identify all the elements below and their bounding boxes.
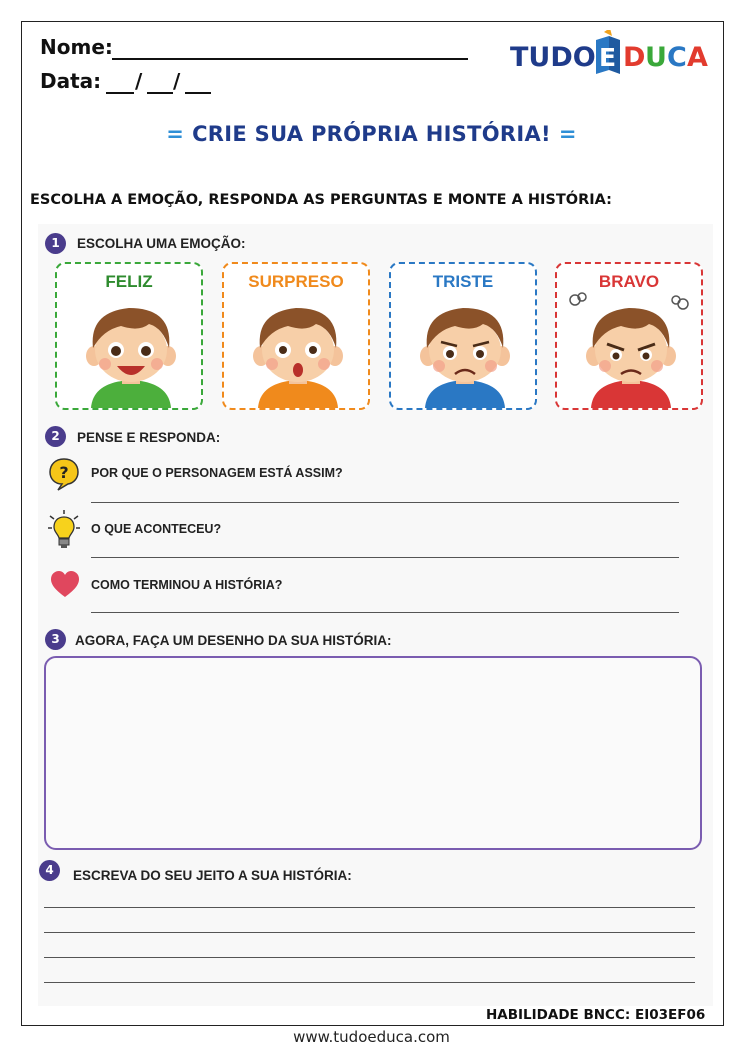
emotion-card-triste[interactable] (389, 262, 537, 410)
question-1-text: POR QUE O PERSONAGEM ESTÁ ASSIM? (91, 466, 343, 480)
section-3-number: 3 (45, 629, 66, 650)
logo-letter-a: A (687, 42, 708, 73)
answer-line-1[interactable] (91, 502, 679, 503)
emotion-card-bravo[interactable] (555, 262, 703, 410)
name-field[interactable] (112, 58, 468, 60)
happy-boy-icon (69, 292, 193, 408)
date-slash-1: / (135, 69, 143, 93)
date-day-field[interactable] (106, 92, 134, 94)
name-label: Nome: (40, 35, 113, 59)
answer-line-2[interactable] (91, 557, 679, 558)
writing-line-1[interactable] (44, 907, 695, 908)
writing-line-2[interactable] (44, 932, 695, 933)
footer-website: www.tudoeduca.com (293, 1028, 450, 1046)
steam-right-icon (672, 296, 688, 309)
question-2-text: O QUE ACONTECEU? (91, 522, 222, 536)
question-3-text: COMO TERMINOU A HISTÓRIA? (91, 578, 283, 592)
section-3-title: AGORA, FAÇA UM DESENHO DA SUA HISTÓRIA: (75, 633, 392, 648)
section-4-number: 4 (39, 860, 60, 881)
bncc-skill-code: HABILIDADE BNCC: EI03EF06 (486, 1007, 706, 1023)
emotion-label-bravo: BRAVO (598, 272, 660, 291)
title-deco-right: = (558, 122, 577, 146)
date-slash-2: / (173, 69, 181, 93)
emotion-label-feliz: FELIZ (105, 272, 153, 291)
logo-letter-c: C (667, 42, 687, 73)
date-month-field[interactable] (147, 92, 173, 94)
section-1-number: 1 (45, 233, 66, 254)
section-1-title: ESCOLHA UMA EMOÇÃO: (77, 236, 246, 251)
surprised-boy-icon (236, 292, 360, 408)
steam-left-icon (570, 293, 586, 305)
writing-line-3[interactable] (44, 957, 695, 958)
logo-letter-d: D (623, 42, 646, 73)
writing-line-4[interactable] (44, 982, 695, 983)
answer-line-3[interactable] (91, 612, 679, 613)
heart-icon (50, 570, 80, 598)
emotion-label-surpreso: SURPRESO (248, 272, 344, 291)
logo-letter-e: E (599, 43, 617, 72)
logo-text-tudo: TUDO (510, 42, 596, 73)
emotion-card-surpreso[interactable] (222, 262, 370, 410)
section-2-number: 2 (45, 426, 66, 447)
instructions: ESCOLHA A EMOÇÃO, RESPONDA AS PERGUNTAS E MONTE A HISTÓRIA: (30, 192, 612, 208)
emotion-card-feliz[interactable] (55, 262, 203, 410)
emotion-label-triste: TRISTE (432, 272, 494, 291)
date-label: Data: (40, 69, 102, 93)
tudoeduca-logo (506, 30, 716, 78)
title-deco-left: = (166, 122, 185, 146)
sad-boy-icon (403, 292, 527, 408)
date-year-field[interactable] (185, 92, 211, 94)
page-title-text: CRIE SUA PRÓPRIA HISTÓRIA! (192, 122, 551, 146)
angry-boy-icon (569, 292, 693, 408)
section-2-title: PENSE E RESPONDA: (77, 430, 221, 445)
drawing-area[interactable] (44, 656, 702, 850)
logo-letter-u: U (645, 42, 667, 73)
question-mark-glyph: ? (59, 463, 69, 482)
lightbulb-icon (46, 510, 82, 550)
question-bubble-icon (48, 457, 80, 491)
section-4-title: ESCREVA DO SEU JEITO A SUA HISTÓRIA: (73, 868, 352, 883)
page-title (0, 122, 743, 146)
